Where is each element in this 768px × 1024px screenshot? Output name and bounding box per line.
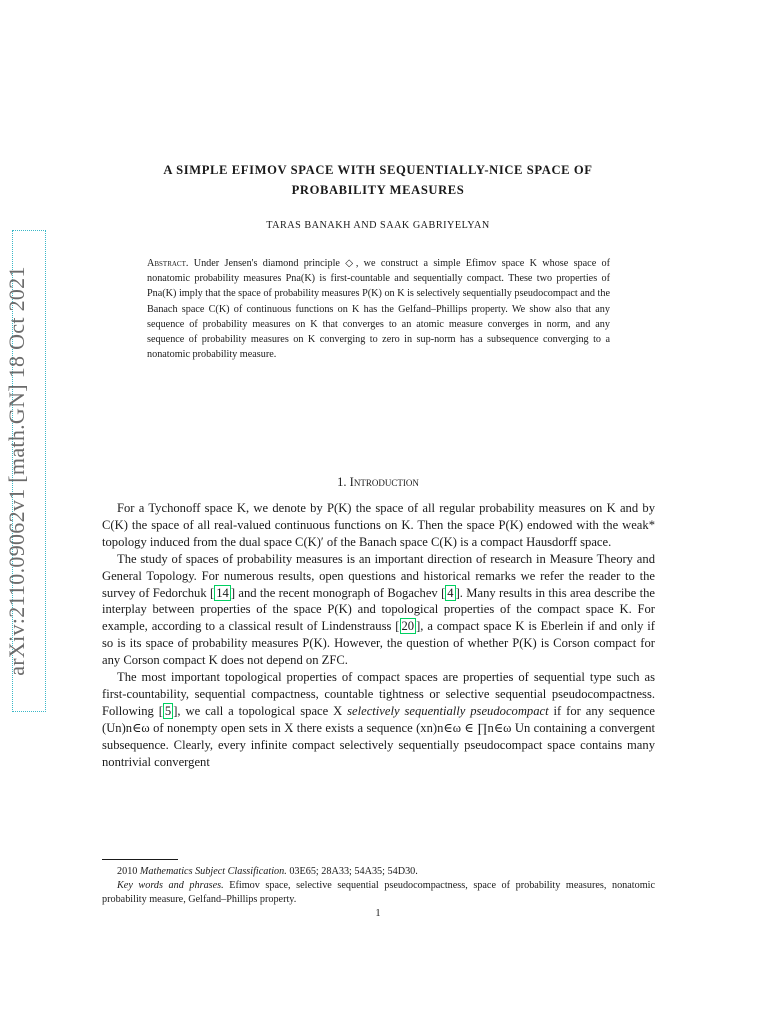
footnotes bbox=[102, 865, 655, 908]
paragraph-2-part-b: and the recent monograph of Bogachev bbox=[235, 585, 442, 600]
keywords-text: Efimov space, selective sequential pseudocompactness, space of probability measures, nonatomic probability measure, Gelfand–Phillips property. bbox=[102, 880, 655, 906]
citation-link-14[interactable]: 14 bbox=[216, 585, 229, 600]
arxiv-identifier[interactable]: arXiv:2110.09062v1 [math.GN] 18 Oct 2021 bbox=[4, 266, 29, 676]
citation-link-5[interactable]: 5 bbox=[164, 703, 172, 718]
section-number: 1. bbox=[337, 475, 347, 489]
paragraph-3-part-a: The most important topological properties of compact spaces are properties of sequential type such as first-countability, sequential compactness, countable tightness or selective sequential pseudocompactness. Following bbox=[102, 670, 655, 718]
paragraph-2-part-d: , a compact space K is Eberlein if and only if so is its space of probability measures P(K). However, the question of whether P(K) is Corson compact for any Corson compact K does not depend on ZFC. bbox=[102, 619, 655, 668]
citation-link-4[interactable]: 4 bbox=[447, 585, 454, 600]
footnote-rule bbox=[102, 859, 178, 860]
abstract bbox=[147, 256, 610, 362]
paper-title-line-1: A SIMPLE EFIMOV SPACE WITH SEQUENTIALLY-NICE SPACE OF bbox=[163, 163, 593, 177]
paragraph-1: For a Tychonoff space K, we denote by P(K) the space of all regular probability measures on K and by C(K) the space of all real-valued continuous functions on K. Then the space P(K) endowed with the weak* topology induced from the dual space C(K)′ of the Banach space C(K) is a compact Hausdorff space. bbox=[102, 501, 655, 549]
paper-authors: TARAS BANAKH AND SAAK GABRIYELYAN bbox=[266, 220, 490, 231]
section-title: Introduction bbox=[349, 475, 419, 489]
page-number: 1 bbox=[375, 908, 381, 919]
footnote-msc bbox=[102, 865, 655, 879]
footnote-keywords bbox=[102, 879, 655, 907]
body-text bbox=[102, 500, 655, 771]
paragraph-2-part-a: The study of spaces of probability measures is an important direction of research in Measure Theory and General Topology. For numerous results, open questions and historical remarks we refer the reader to the survey of Fedorchuk bbox=[102, 551, 655, 600]
paragraph-3-part-c: if for any sequence (Un)n∈ω of nonempty open sets in X there exists a sequence (xn)n∈ω ∈ ∏n∈ω Un containing a convergent subsequence. Clearly, every infinite compact selectively sequentially pseudocompact space contains many nontrivial convergent bbox=[102, 703, 655, 769]
citation-link-20[interactable]: 20 bbox=[401, 619, 415, 634]
paragraph-3-part-b: , we call a topological space X bbox=[177, 703, 348, 718]
paragraph-3: The most important topological properties of compact spaces are properties of sequential type such as first-countability, sequential compactness, countable tightness or selective sequential pseudocompactness. Following [ 5 ], we call a topological space X selectively sequentially pseudocompact if for any sequence (Un)n∈ω of nonempty open sets in X there exists a sequence (xn)n∈ω ∈ ∏n∈ω Un containing a convergent subsequence. Clearly, every infinite compact selectively sequentially pseudocompact space contains many nontrivial convergent bbox=[102, 670, 655, 769]
defined-term: selectively sequentially pseudocompact bbox=[347, 703, 549, 718]
paper-title-line-2: PROBABILITY MEASURES bbox=[291, 183, 465, 197]
paragraph-2-part-c: . Many results in this area describe the interplay between properties of the space P(K) and topological properties of the compact space K. For example, according to a classical result of Lindenstrauss bbox=[102, 585, 656, 634]
msc-label: Mathematics Subject Classification. bbox=[139, 866, 287, 877]
section-heading bbox=[100, 475, 656, 490]
abstract-text: Under Jensen's diamond principle ◇, we construct a simple Efimov space K whose space of nonatomic probability measures Pna(K) is first-countable and sequentially compact. These two properties of Pna(K) imply that the space of probability measures P(K) on K is selectively sequentially pseudocompact and the Banach space C(K) of continuous functions on K has the Gelfand–Phillips property. We show also that any sequence of probability measures on K that converges to an atomic measure converges in norm, and any sequence of probability measures on K converging to zero in sup-norm has a subsequence converging to a nonatomic probability measure. bbox=[147, 258, 611, 361]
msc-codes: 03E65; 28A33; 54A35; 54D30. bbox=[286, 866, 418, 877]
paper-title bbox=[100, 160, 656, 200]
msc-year: 2010 bbox=[117, 866, 140, 877]
keywords-label: Key words and phrases. bbox=[117, 880, 224, 892]
paragraph-2: The study of spaces of probability measures is an important direction of research in Measure Theory and General Topology. For numerous results, open questions and historical remarks we refer the reader to the survey of Fedorchuk [ 14 ] and the recent monograph of Bogachev [ 4 ]. Many results in this area describe the interplay between properties of the space P(K) and topological properties of the compact space K. For example, according to a classical result of Lindenstrauss [ 20 ], a compact space K is Eberlein if and only if so is its space of probability measures P(K). However, the question of whether P(K) is Corson compact for any Corson compact K does not depend on ZFC. bbox=[102, 551, 656, 668]
abstract-label: Abstract. bbox=[147, 258, 189, 269]
